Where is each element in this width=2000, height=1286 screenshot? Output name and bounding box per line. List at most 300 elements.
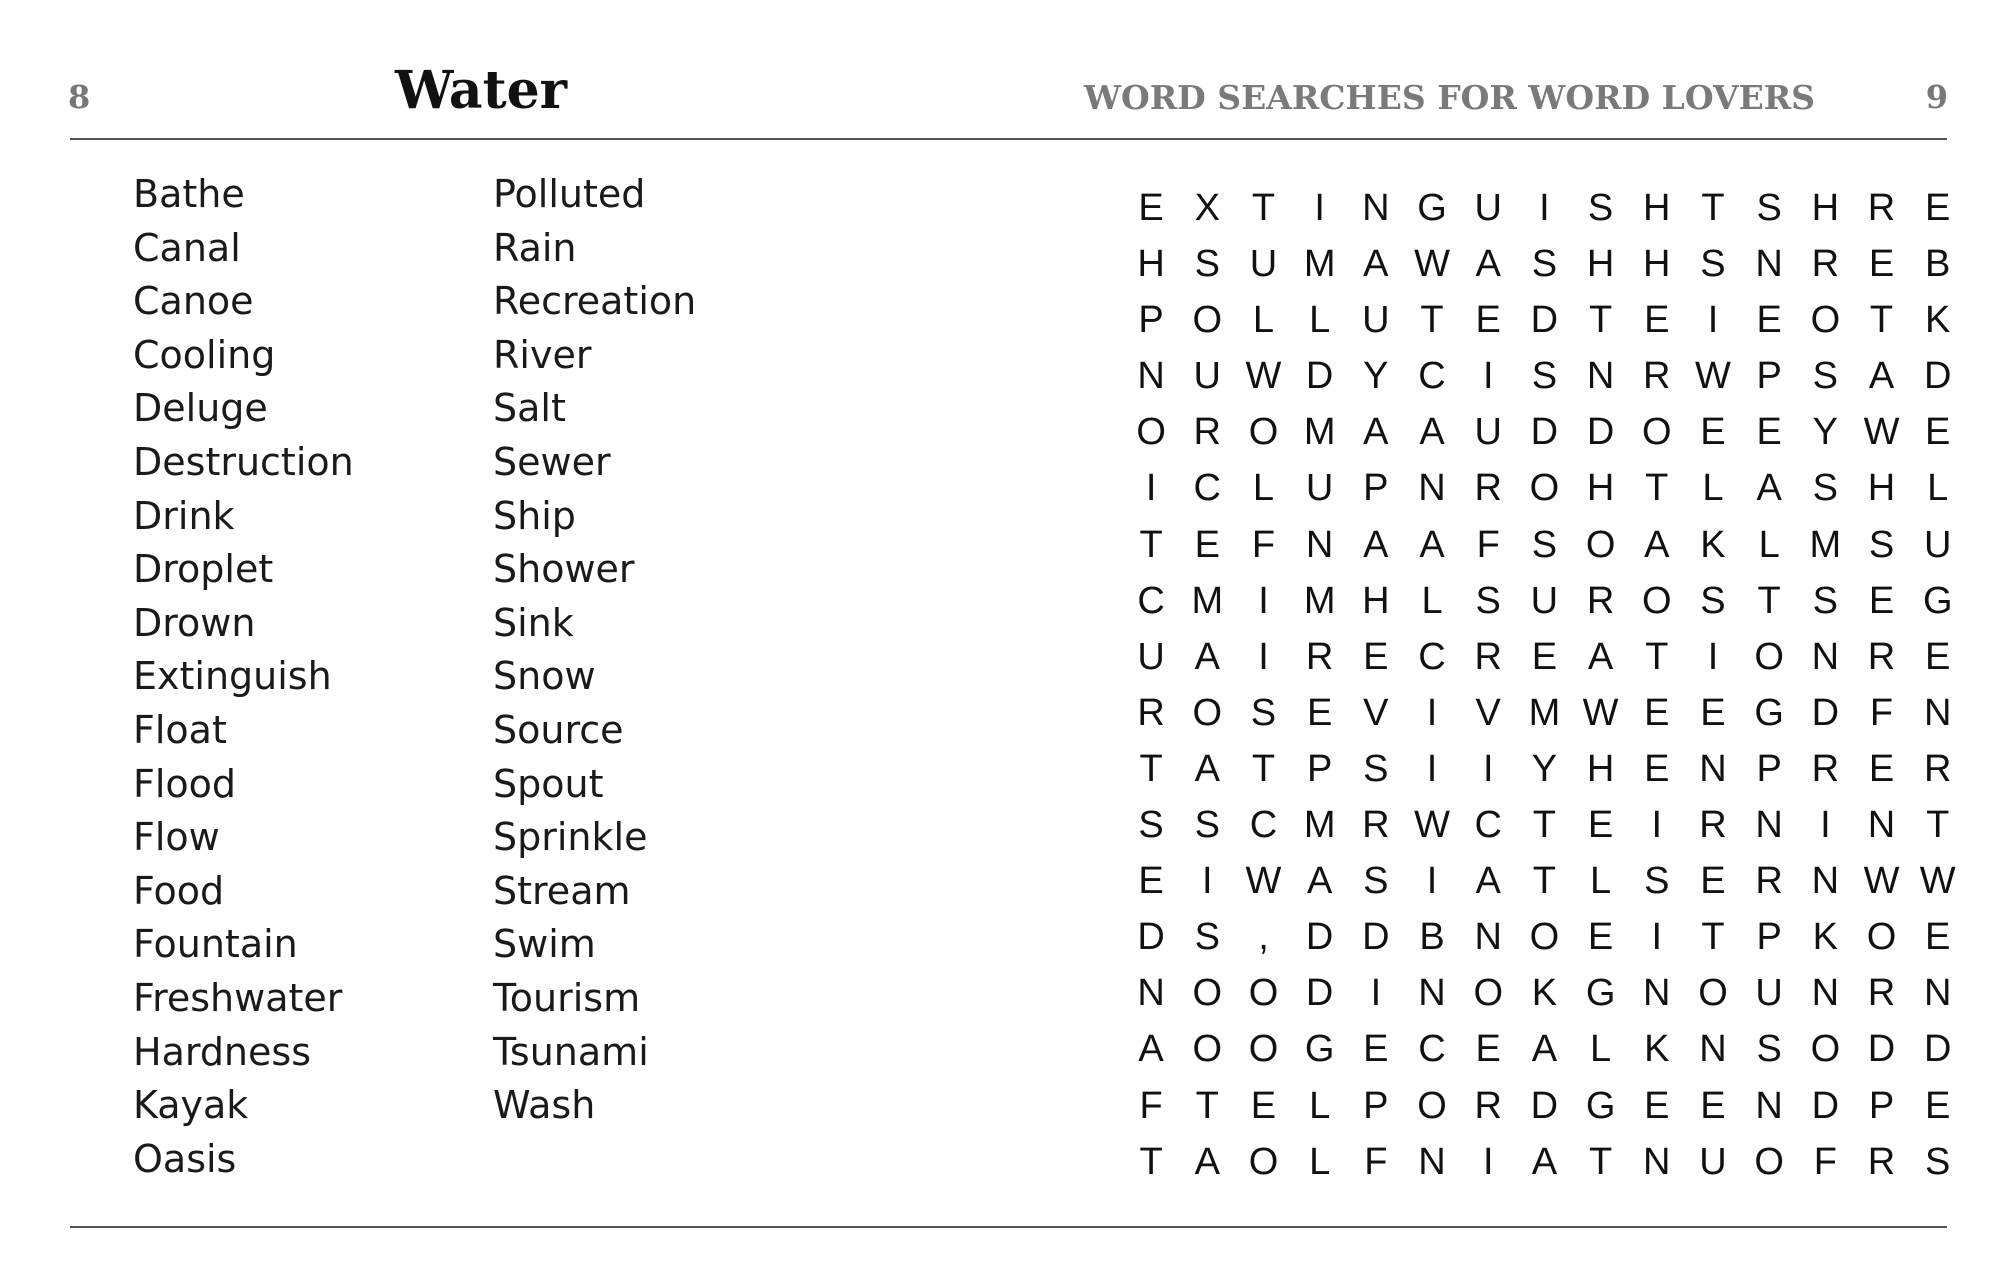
word-list-item: Cooling — [133, 332, 276, 377]
grid-letter: S — [1194, 804, 1220, 847]
grid-letter: T — [1139, 747, 1163, 790]
grid-letter: O — [1192, 691, 1223, 734]
grid-letter: R — [1811, 747, 1840, 790]
left-page-number: 8 — [68, 78, 91, 116]
word-list-item: Float — [133, 707, 227, 752]
grid-letter: A — [1363, 243, 1389, 286]
grid-letter: A — [1306, 860, 1333, 903]
grid-letter: G — [1754, 691, 1784, 734]
word-list-item: Rain — [493, 225, 577, 270]
grid-letter: U — [1137, 635, 1165, 678]
grid-letter: A — [1756, 467, 1782, 510]
grid-letter: N — [1137, 972, 1165, 1015]
word-list-item: Hardness — [133, 1029, 311, 1074]
grid-letter: W — [1414, 243, 1450, 286]
word-list-item: Spout — [493, 761, 604, 806]
word-list-item: Polluted — [493, 172, 646, 216]
word-list-item: Drown — [133, 600, 256, 645]
grid-letter: R — [1137, 691, 1165, 734]
word-list-item: Canoe — [133, 279, 254, 324]
grid-letter: D — [1305, 916, 1334, 959]
word-list-item: Stream — [493, 868, 631, 913]
grid-letter: S — [1700, 243, 1726, 286]
grid-letter: H — [1643, 243, 1671, 286]
grid-letter: E — [1868, 747, 1895, 790]
grid-letter: R — [1867, 635, 1896, 678]
grid-letter: P — [1756, 747, 1782, 790]
grid-letter: S — [1194, 916, 1220, 959]
grid-letter: K — [1812, 916, 1839, 959]
grid-letter: O — [1754, 635, 1784, 678]
grid-letter: H — [1586, 243, 1615, 286]
grid-letter: S — [1812, 467, 1839, 510]
grid-letter: T — [1869, 299, 1894, 342]
grid-letter: R — [1699, 804, 1727, 847]
grid-letter: A — [1644, 523, 1670, 566]
grid-letter: A — [1531, 1028, 1558, 1071]
grid-letter: O — [1585, 523, 1616, 566]
grid-letter: I — [1145, 467, 1157, 510]
grid-letter: T — [1588, 1140, 1613, 1183]
grid-letter: G — [1585, 972, 1616, 1015]
grid-letter: G — [1922, 579, 1953, 622]
grid-letter: L — [1702, 467, 1724, 510]
grid-letter: F — [1364, 1140, 1388, 1183]
grid-letter: O — [1248, 1140, 1279, 1183]
word-list-item: Swim — [493, 922, 596, 967]
grid-letter: R — [1474, 1084, 1502, 1127]
grid-letter: N — [1418, 467, 1446, 510]
grid-letter: L — [1309, 1084, 1331, 1127]
grid-letter: C — [1418, 355, 1446, 398]
grid-letter: D — [1923, 1028, 1952, 1071]
grid-letter: U — [1193, 355, 1221, 398]
grid-letter: P — [1363, 1084, 1389, 1127]
grid-letter: P — [1138, 299, 1164, 342]
grid-letter: S — [1194, 243, 1220, 286]
grid-letter: S — [1868, 523, 1895, 566]
grid-letter: D — [1811, 691, 1840, 734]
grid-letter: T — [1645, 635, 1669, 678]
word-list-item: Fountain — [133, 922, 298, 967]
grid-letter: S — [1700, 579, 1726, 622]
grid-letter: A — [1475, 243, 1501, 286]
grid-letter: T — [1532, 860, 1557, 903]
grid-letter: P — [1363, 467, 1389, 510]
bottom-divider — [70, 1226, 1947, 1228]
grid-letter: M — [1303, 411, 1336, 454]
word-list-item: Kayak — [133, 1083, 249, 1128]
grid-letter: O — [1529, 916, 1560, 959]
word-list-column-2 — [493, 168, 696, 1133]
grid-letter: N — [1755, 804, 1783, 847]
grid-letter: R — [1362, 804, 1390, 847]
grid-letter: U — [1362, 299, 1390, 342]
grid-letter: N — [1418, 972, 1446, 1015]
grid-letter: W — [1919, 860, 1956, 903]
grid-letter: E — [1138, 187, 1164, 229]
grid-letter: S — [1812, 579, 1839, 622]
grid-letter: A — [1194, 1140, 1220, 1183]
grid-letter: O — [1248, 411, 1279, 454]
grid-letter: R — [1811, 243, 1840, 286]
word-list-item: Destruction — [133, 439, 354, 484]
grid-letter: N — [1755, 1084, 1783, 1127]
grid-letter: R — [1867, 187, 1896, 229]
grid-letter: O — [1810, 299, 1841, 342]
grid-letter: L — [1252, 299, 1275, 342]
grid-letter: M — [1528, 691, 1561, 734]
grid-letter: V — [1363, 691, 1389, 734]
word-list-item: Sprinkle — [493, 815, 648, 860]
word-list-column-1 — [133, 168, 354, 1186]
grid-letter: E — [1194, 523, 1220, 566]
grid-letter: O — [1192, 1028, 1223, 1071]
grid-letter: S — [1363, 747, 1389, 790]
grid-letter: E — [1587, 916, 1614, 959]
grid-letter: D — [1923, 355, 1952, 398]
grid-letter: O — [1642, 411, 1672, 454]
grid-letter: E — [1250, 1084, 1277, 1127]
grid-letter: Y — [1531, 747, 1558, 790]
grid-letter: N — [1755, 243, 1783, 286]
grid-letter: E — [1700, 860, 1726, 903]
grid-letter: E — [1756, 411, 1782, 454]
grid-letter: A — [1194, 635, 1220, 678]
grid-letter: D — [1867, 1028, 1896, 1071]
grid-letter: X — [1194, 187, 1220, 229]
grid-letter: A — [1363, 411, 1389, 454]
grid-letter: N — [1474, 916, 1502, 959]
grid-letter: E — [1700, 411, 1726, 454]
grid-letter: K — [1644, 1028, 1670, 1071]
grid-letter: N — [1362, 187, 1390, 229]
grid-letter: G — [1304, 1028, 1335, 1071]
grid-letter: I — [1539, 187, 1550, 229]
grid-letter: I — [1426, 691, 1438, 734]
grid-letter: L — [1590, 1028, 1612, 1071]
grid-letter: S — [1475, 579, 1501, 622]
grid-letter: O — [1529, 467, 1560, 510]
grid-letter: K — [1700, 523, 1726, 566]
grid-letter: N — [1811, 972, 1840, 1015]
grid-letter: O — [1698, 972, 1728, 1015]
grid-letter: F — [1476, 523, 1500, 566]
word-list-item: Shower — [493, 547, 635, 592]
grid-letter: R — [1643, 355, 1671, 398]
grid-letter: N — [1586, 355, 1615, 398]
grid-letter: N — [1643, 1140, 1671, 1183]
grid-letter: E — [1925, 187, 1951, 229]
grid-letter: G — [1585, 1084, 1616, 1127]
grid-letter: A — [1587, 635, 1614, 678]
grid-letter: H — [1586, 467, 1615, 510]
puzzle-title: Water — [395, 60, 568, 121]
grid-letter: Y — [1363, 355, 1389, 398]
grid-letter: H — [1811, 187, 1840, 229]
grid-letter: T — [1757, 579, 1781, 622]
word-list-item: Deluge — [133, 386, 268, 431]
grid-letter: E — [1363, 1028, 1389, 1071]
grid-letter: D — [1530, 1084, 1559, 1127]
grid-letter: N — [1305, 523, 1334, 566]
grid-letter: W — [1863, 411, 1900, 454]
grid-letter: C — [1418, 635, 1446, 678]
grid-letter: D — [1362, 916, 1390, 959]
grid-letter: E — [1644, 1084, 1670, 1127]
grid-letter: S — [1531, 355, 1558, 398]
grid-letter: O — [1417, 1084, 1447, 1127]
grid-letter: E — [1700, 1084, 1726, 1127]
grid-letter: C — [1249, 804, 1278, 847]
grid-letter: D — [1305, 972, 1334, 1015]
grid-letter: E — [1363, 635, 1389, 678]
grid-letter: W — [1245, 860, 1282, 903]
word-list-item: Droplet — [133, 547, 274, 592]
grid-letter: D — [1305, 355, 1334, 398]
word-list-item: Drink — [133, 493, 235, 538]
grid-letter: E — [1868, 579, 1895, 622]
grid-letter: E — [1531, 635, 1558, 678]
grid-letter: T — [1139, 1140, 1163, 1183]
grid-letter: K — [1531, 972, 1558, 1015]
grid-letter: U — [1699, 1140, 1727, 1183]
grid-letter: H — [1867, 467, 1896, 510]
grid-letter: A — [1419, 411, 1445, 454]
grid-letter: F — [1139, 1084, 1163, 1127]
grid-letter: H — [1586, 747, 1615, 790]
word-list-item: Flow — [133, 815, 220, 860]
grid-letter: S — [1531, 523, 1558, 566]
word-list-item: Sewer — [493, 439, 611, 484]
word-list-item: Canal — [133, 225, 241, 270]
grid-letter: T — [1701, 187, 1725, 229]
grid-letter: R — [1305, 635, 1334, 678]
grid-letter: U — [1474, 411, 1502, 454]
grid-letter: U — [1474, 187, 1502, 229]
grid-letter: P — [1756, 355, 1782, 398]
grid-letter: T — [1251, 747, 1276, 790]
grid-letter: R — [1474, 467, 1502, 510]
grid-letter: O — [1136, 411, 1166, 454]
grid-letter: C — [1193, 467, 1221, 510]
grid-letter: R — [1586, 579, 1615, 622]
grid-letter: L — [1421, 579, 1443, 622]
grid-letter: M — [1191, 579, 1224, 622]
grid-letter: E — [1925, 916, 1951, 959]
word-list-item: Sink — [493, 600, 574, 645]
grid-letter: W — [1414, 804, 1450, 847]
grid-letter: A — [1531, 1140, 1558, 1183]
grid-letter: Y — [1812, 411, 1839, 454]
grid-letter: I — [1651, 916, 1663, 959]
grid-letter: N — [1699, 747, 1727, 790]
grid-letter: S — [1138, 804, 1164, 847]
grid-letter: P — [1868, 1084, 1895, 1127]
grid-letter: L — [1590, 860, 1612, 903]
grid-letter: E — [1587, 804, 1614, 847]
grid-letter: I — [1482, 355, 1494, 398]
grid-letter: U — [1305, 467, 1334, 510]
grid-letter: E — [1868, 243, 1895, 286]
grid-letter: , — [1258, 916, 1269, 959]
grid-letter: O — [1248, 1028, 1279, 1071]
grid-letter: T — [1420, 299, 1444, 342]
grid-letter: W — [1695, 355, 1731, 398]
grid-letter: I — [1370, 972, 1382, 1015]
grid-letter: I — [1820, 804, 1831, 847]
grid-letter: T — [1588, 299, 1613, 342]
grid-letter: I — [1426, 747, 1438, 790]
grid-letter: O — [1810, 1028, 1841, 1071]
grid-letter: E — [1756, 299, 1782, 342]
grid-letter: O — [1192, 299, 1223, 342]
word-list-item: Tsunami — [493, 1029, 649, 1074]
grid-letter: R — [1755, 860, 1783, 903]
grid-letter: E — [1925, 411, 1951, 454]
grid-letter: C — [1474, 804, 1502, 847]
grid-letter: N — [1137, 355, 1165, 398]
grid-letter: A — [1194, 747, 1220, 790]
grid-letter: S — [1756, 1028, 1782, 1071]
grid-letter: C — [1418, 1028, 1446, 1071]
grid-letter: M — [1303, 243, 1336, 286]
grid-letter: D — [1811, 1084, 1840, 1127]
grid-letter: S — [1363, 860, 1389, 903]
grid-letter: T — [1195, 1084, 1219, 1127]
grid-letter: I — [1651, 804, 1663, 847]
grid-letter: E — [1306, 691, 1333, 734]
grid-letter: F — [1869, 691, 1894, 734]
grid-letter: E — [1925, 635, 1951, 678]
grid-letter: N — [1867, 804, 1896, 847]
grid-letter: W — [1582, 691, 1619, 734]
grid-letter: R — [1474, 635, 1502, 678]
word-list-item: Flood — [133, 761, 237, 806]
grid-letter: W — [1245, 355, 1282, 398]
grid-letter: E — [1644, 747, 1670, 790]
grid-letter: S — [1587, 187, 1614, 229]
grid-letter: I — [1707, 299, 1719, 342]
grid-letter: N — [1811, 860, 1840, 903]
word-list-item: Recreation — [493, 279, 697, 324]
grid-letter: M — [1303, 804, 1336, 847]
grid-letter: A — [1419, 523, 1445, 566]
grid-letter: E — [1475, 299, 1501, 342]
grid-letter: I — [1426, 860, 1438, 903]
grid-letter: A — [1138, 1028, 1164, 1071]
grid-letter: D — [1530, 411, 1559, 454]
top-divider — [70, 138, 1947, 140]
grid-letter: L — [1309, 299, 1331, 342]
grid-letter: O — [1642, 579, 1672, 622]
grid-letter: T — [1251, 187, 1276, 229]
grid-letter: T — [1645, 467, 1669, 510]
grid-letter: G — [1417, 187, 1447, 229]
grid-letter: O — [1192, 972, 1223, 1015]
grid-letter: E — [1644, 299, 1670, 342]
grid-letter: U — [1923, 523, 1952, 566]
grid-letter: H — [1362, 579, 1390, 622]
grid-letter: N — [1811, 635, 1840, 678]
grid-letter: S — [1250, 691, 1277, 734]
grid-letter: S — [1644, 860, 1670, 903]
grid-letter: I — [1258, 579, 1269, 622]
grid-letter: W — [1863, 860, 1900, 903]
grid-letter: D — [1530, 299, 1559, 342]
grid-letter: H — [1643, 187, 1671, 229]
word-list-item: Source — [493, 707, 624, 752]
grid-letter: S — [1925, 1140, 1951, 1183]
grid-letter: I — [1707, 635, 1719, 678]
grid-letter: N — [1923, 972, 1952, 1015]
right-page-number: 9 — [1925, 78, 1948, 116]
grid-letter: M — [1303, 579, 1336, 622]
grid-letter: N — [1418, 1140, 1446, 1183]
grid-letter: A — [1475, 860, 1501, 903]
grid-letter: D — [1137, 916, 1165, 959]
grid-letter: P — [1306, 747, 1333, 790]
grid-letter: A — [1363, 523, 1389, 566]
grid-letter: B — [1925, 243, 1951, 286]
grid-letter: F — [1251, 523, 1276, 566]
word-list-item: River — [493, 332, 592, 377]
grid-letter: N — [1643, 972, 1671, 1015]
grid-letter: P — [1756, 916, 1782, 959]
grid-letter: U — [1755, 972, 1783, 1015]
grid-letter: E — [1475, 1028, 1501, 1071]
grid-letter: T — [1139, 523, 1163, 566]
grid-letter: D — [1586, 411, 1615, 454]
grid-letter: N — [1699, 1028, 1727, 1071]
grid-letter: B — [1419, 916, 1445, 959]
word-list-item: Food — [133, 868, 225, 913]
grid-letter: C — [1137, 579, 1165, 622]
grid-letter: T — [1926, 804, 1950, 847]
grid-letter: A — [1868, 355, 1895, 398]
grid-letter: S — [1756, 187, 1782, 229]
grid-letter: H — [1137, 243, 1165, 286]
grid-letter: R — [1867, 1140, 1896, 1183]
grid-letter: R — [1867, 972, 1896, 1015]
grid-letter: I — [1258, 635, 1269, 678]
word-list-item: Oasis — [133, 1136, 237, 1181]
grid-letter: L — [1758, 523, 1780, 566]
grid-letter: L — [1927, 467, 1949, 510]
grid-letter: V — [1475, 691, 1501, 734]
grid-letter: I — [1202, 860, 1213, 903]
grid-letter: U — [1530, 579, 1559, 622]
word-list-item: Ship — [493, 493, 576, 538]
word-list-item: Freshwater — [133, 975, 343, 1020]
grid-letter: M — [1809, 523, 1842, 566]
grid-letter: E — [1644, 691, 1670, 734]
grid-letter: I — [1314, 187, 1325, 229]
grid-letter: T — [1701, 916, 1725, 959]
grid-letter: I — [1482, 747, 1494, 790]
grid-letter: L — [1309, 1140, 1331, 1183]
grid-letter: I — [1482, 1140, 1494, 1183]
word-list-item: Tourism — [493, 975, 641, 1020]
grid-letter: S — [1812, 355, 1839, 398]
grid-letter: R — [1193, 411, 1221, 454]
grid-letter: L — [1252, 467, 1275, 510]
grid-letter: E — [1925, 1084, 1951, 1127]
letter-grid — [1123, 180, 1966, 1190]
grid-letter: R — [1923, 747, 1952, 790]
grid-letter: U — [1249, 243, 1278, 286]
word-list-item: Snow — [493, 654, 596, 699]
